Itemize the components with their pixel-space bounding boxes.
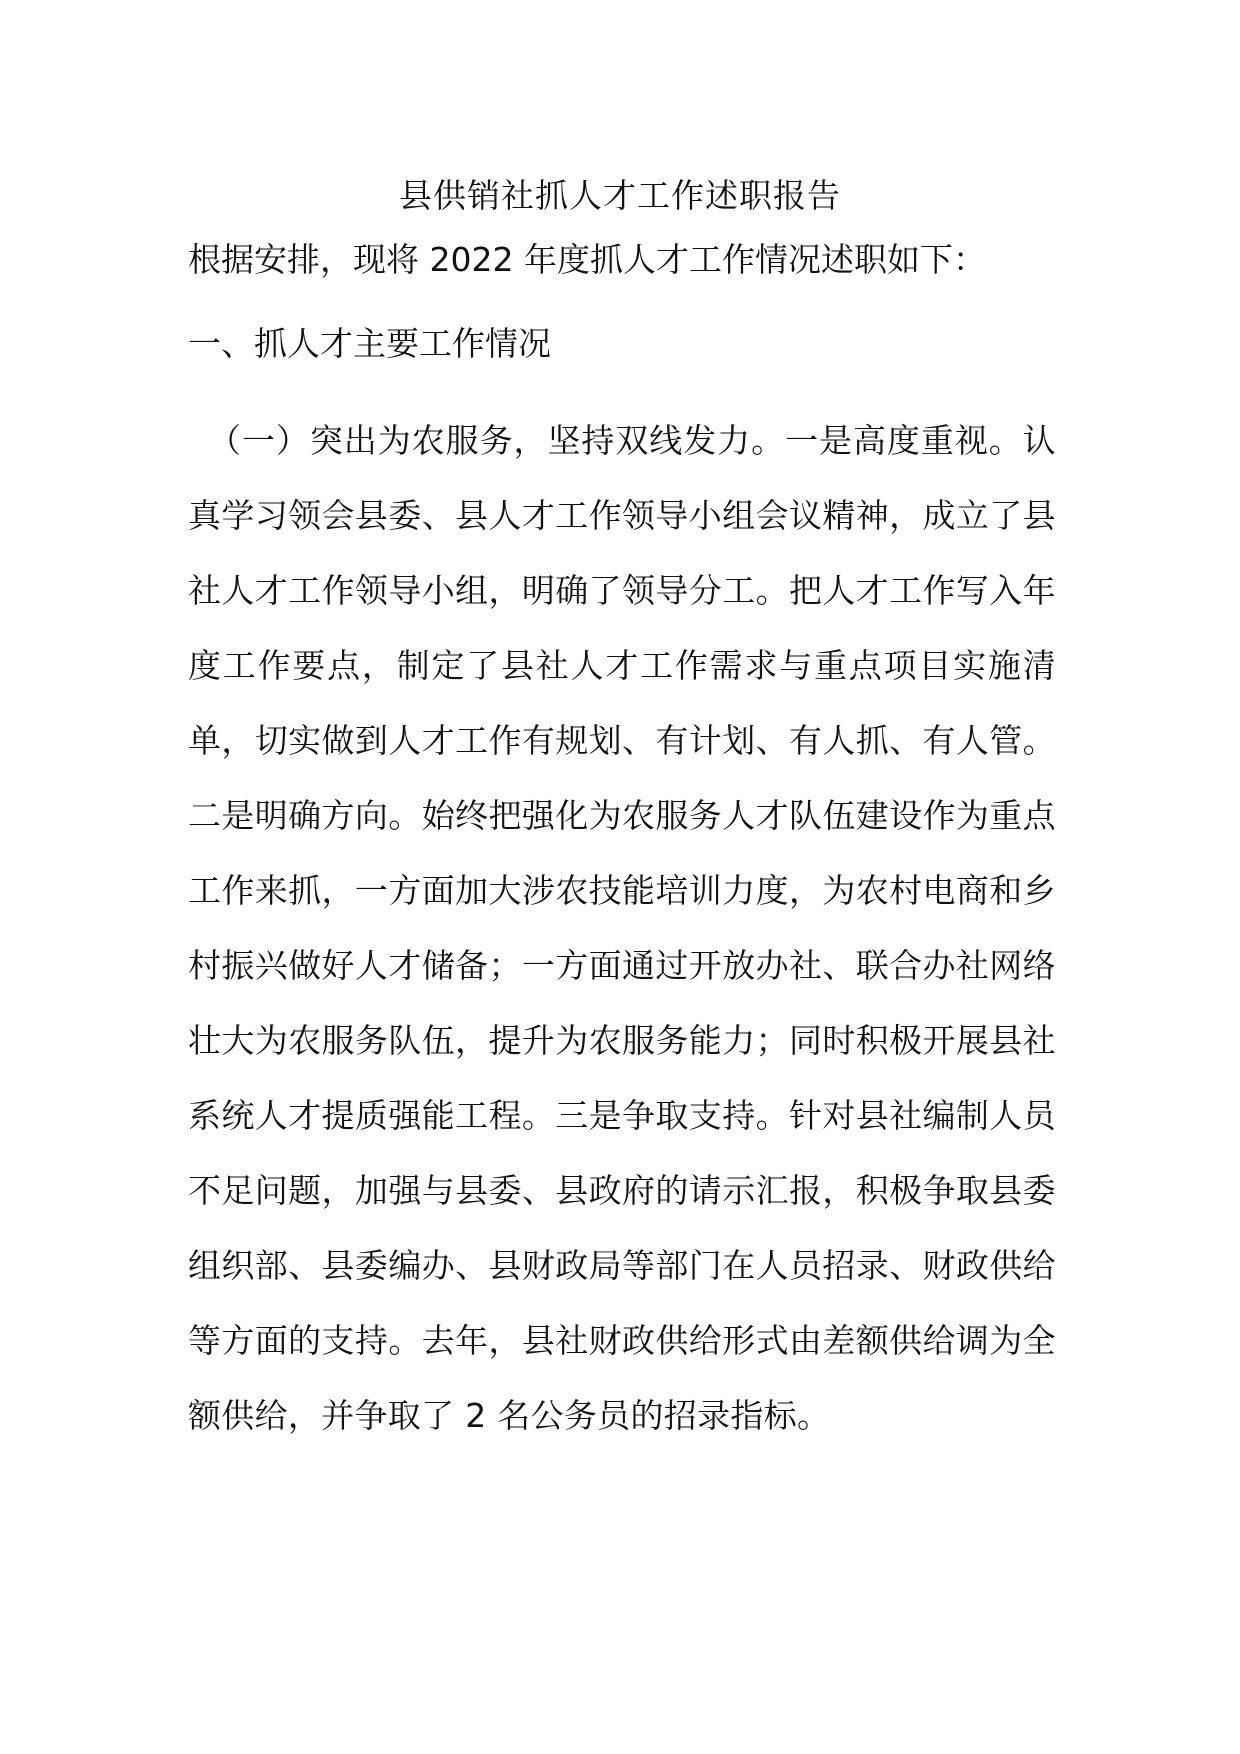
body-paragraph: （一）突出为农服务，坚持双线发力。一是高度重视。认真学习领会县委、县人才工作领导小组会议精神，成立了县社人才工作领导小组，明确了领导分工。把人才工作写入年度工作要点，制定了县社人才工作需求与重点项目实施清单，切实做到人才工作有规划、有计划、有人抓、有人管。二是明确方向。始终把强化为农服务人才队伍建设作为重点工作来抓，一方面加大涉农技能培训力度，为农村电商和乡村振兴做好人才储备；一方面通过开放办社、联合办社网络壮大为农服务队伍，提升为农服务能力；同时积极开展县社系统人才提质强能工程。三是争取支持。针对县社编制人员不足问题，加强与县委、县政府的请示汇报，积极争取县委组织部、县委编办、县财政局等部门在人员招录、财政供给等方面的支持。去年，县社财政供给形式由差额供给调为全额供给，并争取了 2 名公务员的招录指标。 xyxy=(188,421,1056,1435)
section-heading: 一、抓人才主要工作情况 xyxy=(188,324,551,363)
document-title: 县供销社抓人才工作述职报告 xyxy=(399,176,841,215)
intro-paragraph: 根据安排，现将 2022 年度抓人才工作情况述职如下： xyxy=(188,240,986,279)
